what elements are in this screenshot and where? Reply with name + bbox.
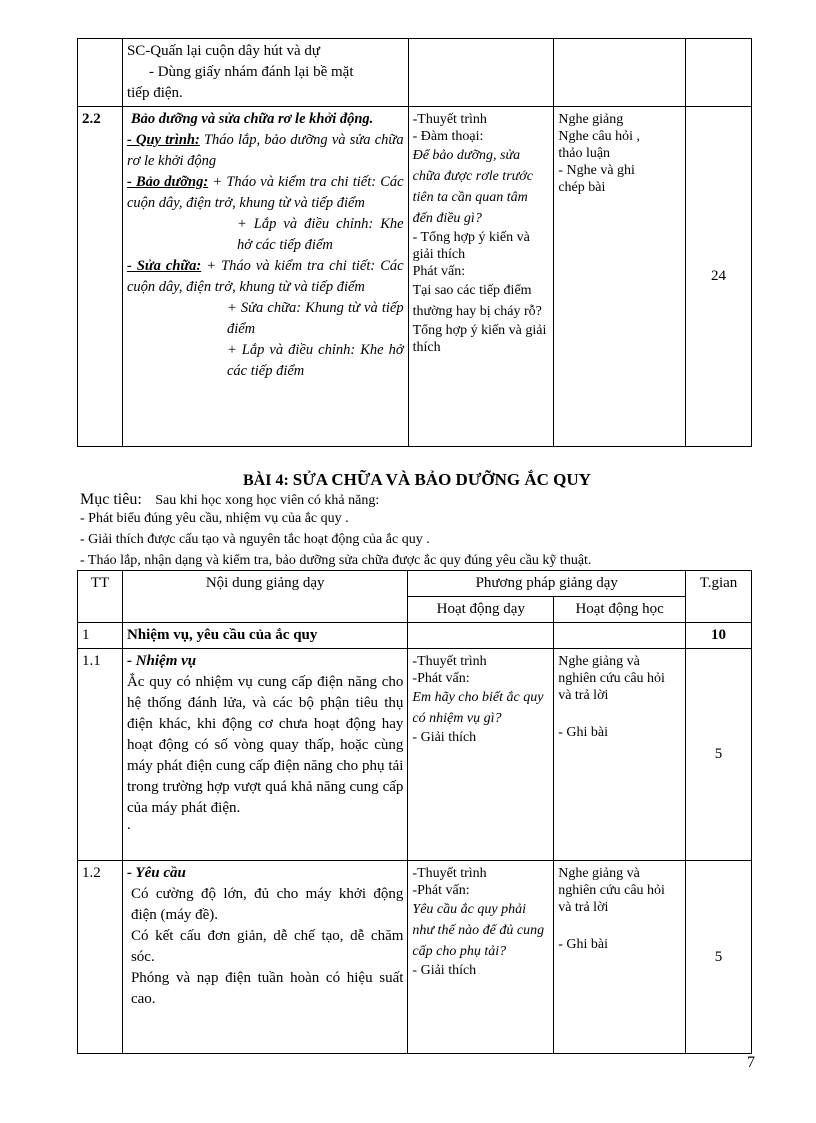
time-cell: 10 xyxy=(686,623,752,649)
header-teach: Hoạt động dạy xyxy=(408,597,554,623)
teach-line: -Thuyết trình xyxy=(412,654,487,669)
teach-line: - Giải thích xyxy=(412,963,477,978)
lesson-table xyxy=(77,570,752,1054)
lesson-number: BÀI 4: xyxy=(243,472,289,489)
learn-cell xyxy=(554,861,686,1054)
teach-line: - Tổng hợp ý kiến và giải thích xyxy=(412,230,530,262)
tt-cell xyxy=(78,39,123,107)
tt-cell: 1 xyxy=(78,623,123,649)
teach-question: Em hãy cho biết ắc quy có nhiệm vụ gì? xyxy=(412,690,544,726)
objective-item: - Tháo lắp, nhận dạng và kiểm tra, bảo dưỡng sửa chữa được ắc quy đúng yêu cầu kỹ thuật. xyxy=(80,553,592,568)
lesson-table-continued xyxy=(77,38,752,447)
teach-line: - Giải thích xyxy=(412,730,477,745)
maintenance-text: + Tháo và kiểm tra chi tiết: Các cuộn dây, điện trở, khung từ và tiếp điểm xyxy=(126,174,404,211)
header-time: T.gian xyxy=(686,571,752,623)
teach-cell xyxy=(408,861,554,1054)
time-cell: 5 xyxy=(686,649,752,861)
objective-item: - Phát biểu đúng yêu cầu, nhiệm vụ của ắc quy . xyxy=(80,511,349,526)
teach-question: Yêu cầu ắc quy phải như thế nào để đủ cung cấp cho phụ tải? xyxy=(412,902,545,959)
teach-question: Tại sao các tiếp điểm thường hay bị cháy rỗ? xyxy=(412,283,542,319)
learn-line: - Ghi bài xyxy=(558,725,608,740)
objective-label: Mục tiêu: xyxy=(80,491,142,508)
learn-line: Nghe giảng và nghiên cứu câu hỏi và trả lời xyxy=(558,866,665,915)
teach-line: Phát vấn: xyxy=(412,264,466,279)
learn-line: - Ghi bài xyxy=(558,937,608,952)
section-heading: Bảo dưỡng và sửa chữa rơ le khởi động. xyxy=(130,111,374,127)
teach-cell xyxy=(408,39,554,107)
time-cell: 5 xyxy=(686,861,752,1054)
maintenance-label: - Bảo dưỡng: xyxy=(126,174,209,190)
learn-line: - Nghe và ghi xyxy=(558,163,635,178)
learn-cell xyxy=(554,107,686,447)
content-cell xyxy=(122,39,408,107)
requirement-item: Có kết cấu đơn giản, dễ chế tạo, dễ chăm sóc. xyxy=(130,928,404,965)
learn-line: Nghe giảng xyxy=(558,112,624,127)
learn-cell xyxy=(554,39,686,107)
teach-question: Để bảo dưỡng, sửa chữa được rơle trước tiên ta cần quan tâm đến điều gì? xyxy=(412,148,533,226)
learn-cell xyxy=(554,649,686,861)
requirement-item: Có cường độ lớn, đủ cho máy khởi động điện (máy đề). xyxy=(130,886,404,923)
teach-line: Tổng hợp ý kiến và giải thích xyxy=(412,323,547,355)
table-row xyxy=(78,39,752,107)
repair-text: + Tháo và kiểm tra chi tiết: Các cuộn dây, điện trở, khung từ và tiếp điểm xyxy=(126,258,404,295)
objective-item: - Giải thích được cấu tạo và nguyên tắc hoạt động của ắc quy . xyxy=(80,532,430,547)
header-learn: Hoạt động học xyxy=(554,597,686,623)
objective-text: Sau khi học xong học viên có khả năng: xyxy=(155,493,380,508)
trailing-dot: . xyxy=(126,817,131,833)
learn-line: thảo luận xyxy=(558,146,611,161)
header-tt: TT xyxy=(78,571,123,623)
teach-cell xyxy=(408,623,554,649)
content-line: SC-Quấn lại cuộn dây hút và dự xyxy=(126,43,321,59)
learn-line: Nghe câu hỏi , xyxy=(558,129,640,144)
learn-line: chép bài xyxy=(558,180,606,195)
content-cell xyxy=(122,861,407,1054)
section-label: - Yêu cầu xyxy=(126,865,186,881)
section-text: Ắc quy có nhiệm vụ cung cấp điện năng cho hệ thống đánh lửa, và các bộ phận tiêu thụ điện khác, khi động cơ chưa hoạt động hay hoạt động có số vòng quay thấp, hoặc cùng máy phát điện cung cấp điện năng cho phụ tải trong trường hợp vượt quá khả năng cung cấp của máy phát điện. xyxy=(126,674,404,816)
teach-line: -Thuyết trình xyxy=(412,866,487,881)
header-content: Nội dung giảng dạy xyxy=(122,571,407,623)
tt-cell: 1.2 xyxy=(78,861,123,1054)
content-line: tiếp điện. xyxy=(126,85,183,101)
teach-line: -Phát vấn: xyxy=(412,883,470,898)
page-number: 7 xyxy=(747,1054,755,1071)
learn-line: Nghe giảng và nghiên cứu câu hỏi và trả lời xyxy=(558,654,665,703)
teach-line: - Đàm thoại: xyxy=(412,129,484,144)
teach-cell xyxy=(408,649,554,861)
repair-step: + Sửa chữa: Khung từ và tiếp điểm xyxy=(226,300,404,337)
adjust-step: + Lắp và điều chỉnh: Khe hở các tiếp điểm xyxy=(226,342,404,379)
tt-cell: 2.2 xyxy=(78,107,123,447)
teach-cell xyxy=(408,107,554,447)
procedure-label: - Quy trình: xyxy=(126,132,200,148)
objective-heading xyxy=(80,491,379,510)
lesson-name: SỬA CHỮA VÀ BẢO DƯỠNG ẮC QUY xyxy=(292,470,591,489)
table-row xyxy=(78,623,752,649)
adjust-text: + Lắp và điều chỉnh: Khe hở các tiếp điểm xyxy=(236,216,404,253)
learn-cell xyxy=(554,623,686,649)
content-cell: Nhiệm vụ, yêu cầu của ắc quy xyxy=(122,623,407,649)
procedure-text: Tháo lắp, bảo dưỡng và sửa chữa rơ le khởi động xyxy=(126,132,404,169)
table-row xyxy=(78,861,752,1054)
time-cell: 24 xyxy=(686,107,752,447)
teach-line: -Phát vấn: xyxy=(412,671,470,686)
repair-label: - Sửa chữa: xyxy=(126,258,202,274)
teach-line: -Thuyết trình xyxy=(412,112,487,127)
content-cell xyxy=(122,107,408,447)
section-label: - Nhiệm vụ xyxy=(126,653,197,669)
time-cell xyxy=(686,39,752,107)
table-row xyxy=(78,107,752,447)
header-row xyxy=(78,571,752,597)
tt-cell: 1.1 xyxy=(78,649,123,861)
header-method: Phương pháp giảng dạy xyxy=(408,571,686,597)
content-line: - Dùng giấy nhám đánh lại bề mặt xyxy=(148,64,354,80)
table-row xyxy=(78,649,752,861)
content-cell xyxy=(122,649,407,861)
lesson-title xyxy=(243,470,591,490)
requirement-item: Phóng và nạp điện tuần hoàn có hiệu suất cao. xyxy=(130,970,404,1007)
